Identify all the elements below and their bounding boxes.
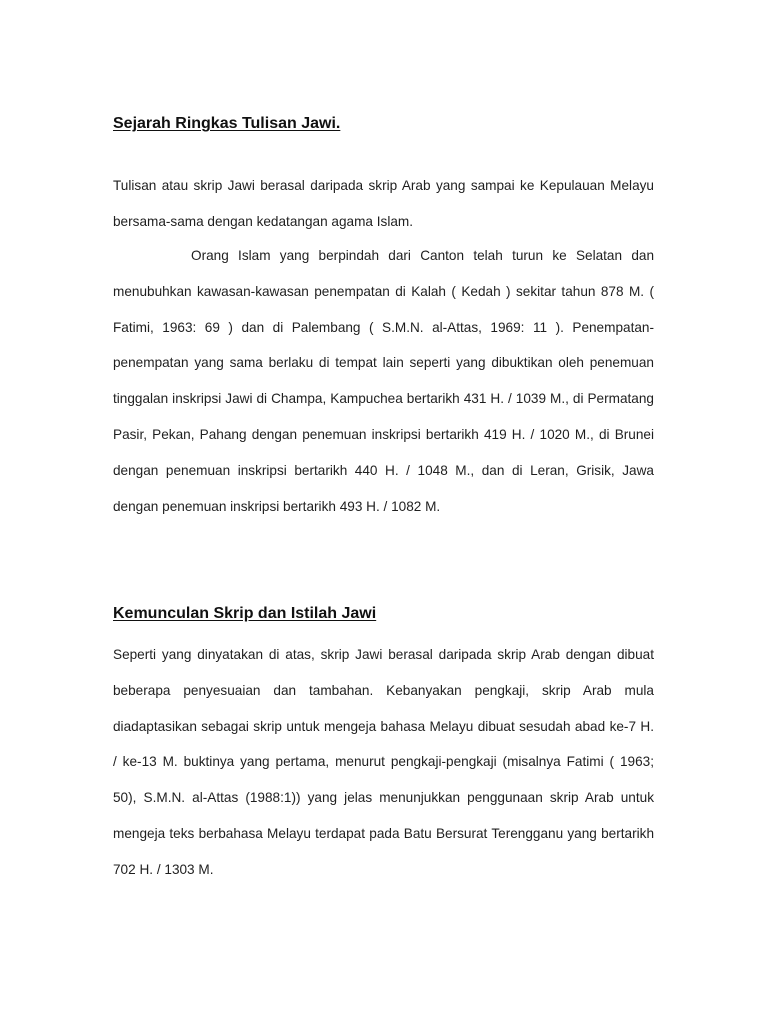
- paragraph-intro: Tulisan atau skrip Jawi berasal daripada skrip Arab yang sampai ke Kepulauan Melayu bersama-sama dengan kedatangan agama Islam.: [113, 178, 654, 229]
- section-heading-sejarah: Sejarah Ringkas Tulisan Jawi.: [113, 115, 341, 132]
- section-heading-kemunculan: Kemunculan Skrip dan Istilah Jawi: [113, 605, 377, 622]
- paragraph-history: Orang Islam yang berpindah dari Canton telah turun ke Selatan dan menubuhkan kawasan-kawasan penempatan di Kalah ( Kedah ) sekitar tahun 878 M. ( Fatimi, 1963: 69 ) dan di Palembang ( S.M.N. al-Attas, 1969: 11 ). Penempatan-penempatan yang sama berlaku di tempat lain seperti yang dibuktikan oleh penemuan tinggalan inskripsi Jawi di Champa, Kampuchea bertarikh 431 H. / 1039 M., di Permatang Pasir, Pekan, Pahang dengan penemuan inskripsi bertarikh 419 H. / 1020 M., di Brunei dengan penemuan inskripsi bertarikh 440 H. / 1048 M., dan di Leran, Grisik, Jawa dengan penemuan inskripsi bertarikh 493 H. / 1082 M.: [113, 248, 654, 514]
- paragraph-emergence: Seperti yang dinyatakan di atas, skrip Jawi berasal daripada skrip Arab dengan dibuat beberapa penyesuaian dan tambahan. Kebanyakan pengkaji, skrip Arab mula diadaptasikan sebagai skrip untuk mengeja bahasa Melayu dibuat sesudah abad ke-7 H. / ke-13 M. buktinya yang pertama, menurut pengkaji-pengkaji (misalnya Fatimi ( 1963; 50), S.M.N. al-Attas (1988:1)) yang jelas menunjukkan penggunaan skrip Arab untuk mengeja teks berbahasa Melayu terdapat pada Batu Bersurat Terengganu yang bertarikh 702 H. / 1303 M.: [113, 647, 654, 877]
